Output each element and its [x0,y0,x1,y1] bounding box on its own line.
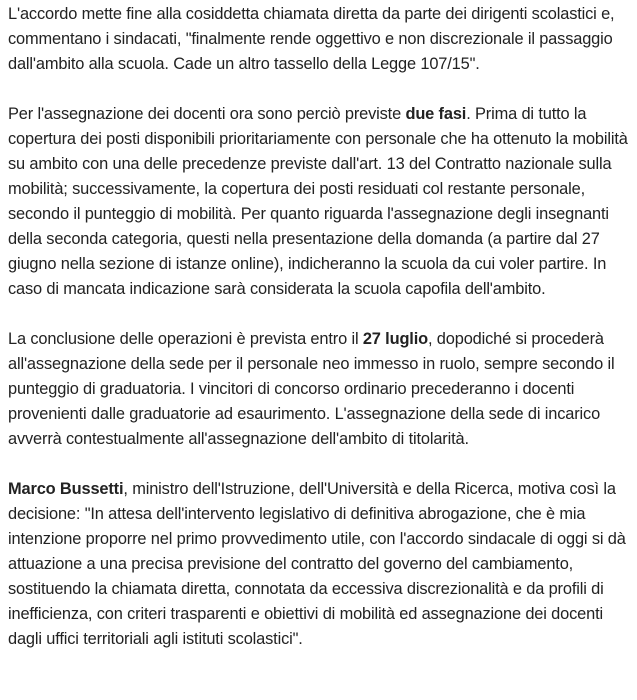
paragraph-intro [8,2,631,77]
text-segment: . Prima di tutto la copertura dei posti disponibili prioritariamente con personale che ha ottenuto la mobilità su ambito con una delle precedenze previste dall'art. 13 del Contratto nazionale sulla mobilità; successivamente, la copertura dei posti residuati col restante personale, secondo il punteggio di mobilità. Per quanto riguarda l'assegnazione degli insegnanti della seconda categoria, questi nella presentazione della domanda (a partire dal 27 giugno nella sezione di istanze online), indicheranno la scuola da cui voler partire. In caso di mancata indicazione sarà considerata la scuola capofila dell'ambito. [8,105,628,298]
text-segment: , dopodiché si procederà all'assegnazione della sede per il personale neo immesso in ruolo, sempre secondo il punteggio di graduatoria. I vincitori di concorso ordinario precederanno i docenti provenienti dalle graduatorie ad esaurimento. L'assegnazione della sede di incarico avverrà contestualmente all'assegnazione dell'ambito di titolarità. [8,330,615,448]
bold-minister-name: Marco Bussetti [8,480,124,498]
paragraph-conclusion [8,327,631,452]
text-segment: La conclusione delle operazioni è prevista entro il [8,330,363,348]
bold-date: 27 luglio [362,330,428,348]
paragraph-phases [8,102,631,302]
text-segment: Per l'assegnazione dei docenti ora sono perciò previste [8,105,406,123]
paragraph-minister-quote [8,477,631,652]
bold-due-fasi: due fasi [405,105,467,123]
text-segment: , ministro dell'Istruzione, dell'Università e della Ricerca, motiva così la decisione: "In attesa dell'intervento legislativo di definitiva abrogazione, che è mia intenzione proporre nel primo provvedimento utile, con l'accordo sindacale di oggi si dà attuazione a una precisa previsione del contratto del governo del cambiamento, sostituendo la chiamata diretta, connotata da eccessiva discrezionalità e da profili di inefficienza, con criteri trasparenti e obiettivi di mobilità ed assegnazione dei docenti dagli uffici territoriali agli istituti scolastici". [8,480,626,648]
text-segment: L'accordo mette fine alla cosiddetta chiamata diretta da parte dei dirigenti scolastici e, commentano i sindacati, "finalmente rende oggettivo e non discrezionale il passaggio dall'ambito alla scuola. Cade un altro tassello della Legge 107/15". [8,5,615,73]
